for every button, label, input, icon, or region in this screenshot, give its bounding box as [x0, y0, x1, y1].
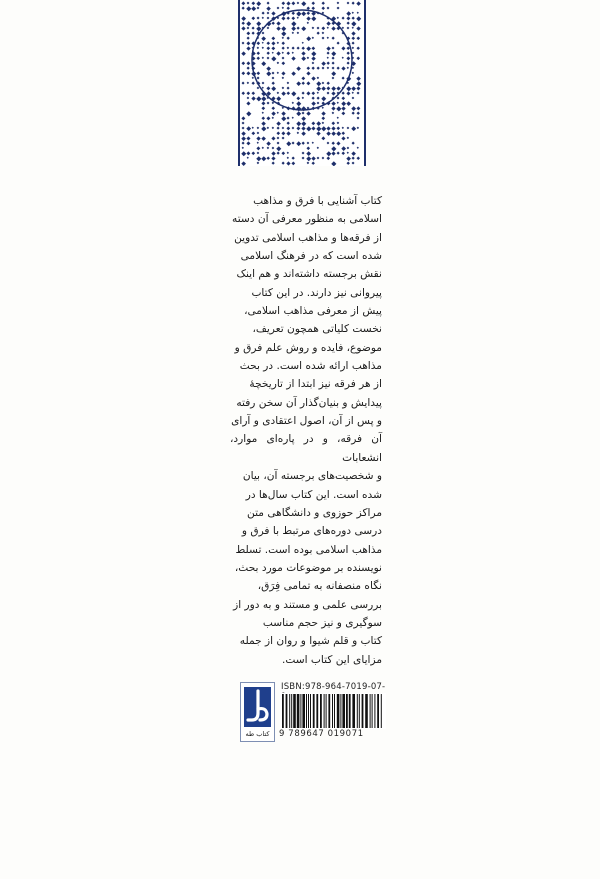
blurb-line: بررسی علمی و مستند و به دور از: [233, 598, 382, 611]
blurb-line: شده است که در فرهنگ اسلامی: [240, 250, 382, 263]
blurb-line: نخست کلیاتی همچون تعریف،: [252, 323, 382, 336]
blurb-line: کتاب آشنایی با فرق و مذاهب: [253, 195, 382, 207]
blurb-line: مراکز حوزوی و دانشگاهی متن: [247, 506, 382, 519]
isbn-label: ISBN:978-964-7019-07-: [281, 682, 386, 692]
blurb-line: نویسنده بر موضوعات مورد بحث،: [234, 561, 382, 574]
blurb-line: نگاه منصفانه به تمامی فِرَق،: [257, 580, 382, 593]
blurb-line: سوگیری و نیز حجم مناسب: [262, 616, 382, 629]
blurb-line: شده است. این کتاب سال‌ها در: [245, 488, 382, 501]
publisher-logo: [240, 682, 275, 742]
blurb-line: آن فرقه، و در پاره‌ای موارد، انشعابات: [230, 433, 382, 464]
blurb-line: و پس از آن، اصول اعتقادی و آرای: [231, 415, 382, 428]
blurb-line: نقش برجسته داشته‌اند و هم اینک: [236, 268, 382, 281]
barcode: [280, 693, 386, 729]
blurb-line: موضوع، فایده و روش علم فرق و: [234, 341, 382, 354]
blurb-line: پیدایش و بنیان‌گذار آن سخن رفته: [236, 396, 382, 409]
barcode-bars: [280, 693, 386, 729]
publisher-name: کتاب طه: [245, 730, 270, 738]
blurb-line: پیش از معرفی مذاهب اسلامی،: [244, 305, 382, 318]
blurb-line: مذاهب اسلامی بوده است. تسلط: [235, 543, 382, 556]
blurb-line: از هر فرقه نیز ابتدا از تاریخچهٔ: [249, 378, 382, 391]
blurb-line: و شخصیت‌های برجسته آن، بیان: [242, 470, 382, 483]
blurb-line: پیروانی نیز دارند. در این کتاب: [251, 286, 382, 299]
blurb-line: اسلامی به منظور معرفی آن دسته: [232, 213, 382, 226]
isbn-barcode-block: [240, 682, 387, 742]
blurb-line: کتاب و قلم شیوا و روان از جمله: [239, 635, 382, 648]
back-cover-blurb: [230, 192, 382, 669]
blurb-line: مزایای این کتاب است.: [281, 653, 382, 666]
blurb-line: از فرقه‌ها و مذاهب اسلامی تدوین: [234, 231, 382, 244]
tile-pattern-graphic: [240, 0, 364, 166]
taha-logo-icon: [244, 687, 271, 727]
blurb-line: مذاهب ارائه شده است. در بحث: [239, 360, 382, 373]
decorative-tile-pattern: [238, 0, 366, 166]
blurb-line: درسی دوره‌های مرتبط با فرق و: [241, 525, 382, 538]
barcode-number: 9 789647 019071: [279, 729, 364, 739]
